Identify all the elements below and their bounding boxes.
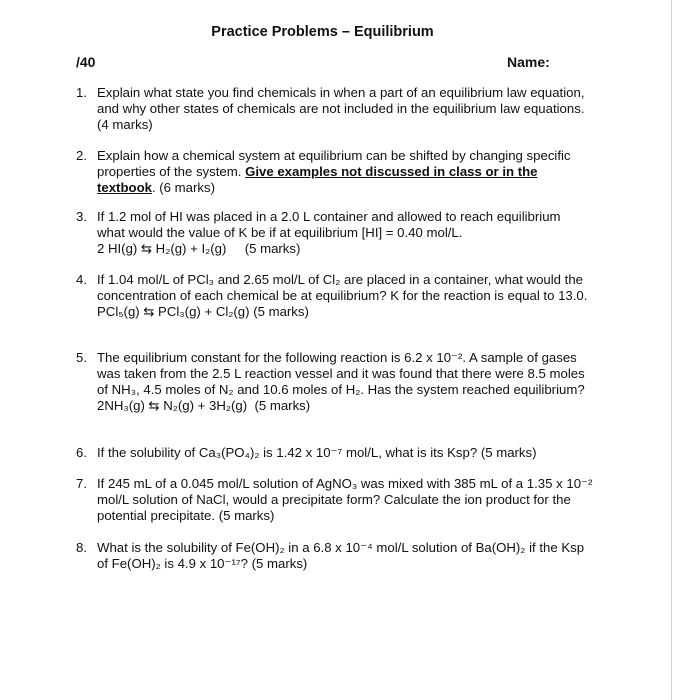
page-title: Practice Problems – Equilibrium <box>211 24 434 40</box>
chemical-equation: PCl₅(g) ⇆ PCl₃(g) + Cl₂(g) (5 marks) <box>97 304 309 319</box>
question-8 <box>76 540 596 572</box>
question-7 <box>76 476 596 524</box>
question-2 <box>76 148 596 196</box>
question-number: 4. <box>76 272 87 287</box>
question-text: If 245 mL of a 0.045 mol/L solution of AgNO₃ was mixed with 385 mL of a 1.35 x 10⁻² mol/L solution of NaCl, would a precipitate form? Calculate the ion product for the potential precipitate. (5 marks) <box>97 476 593 523</box>
name-label: Name: <box>507 54 550 70</box>
emphasis-text: textbook <box>97 180 152 195</box>
question-5 <box>76 350 596 414</box>
question-number: 2. <box>76 148 87 163</box>
question-text: If 1.2 mol of HI was placed in a 2.0 L container and allowed to reach equilibrium what would the value of K be if at equilibrium [HI] = 0.40 mol/L. 2 HI(g) ⇆ H₂(g) + I₂(g) (5 marks) <box>97 209 596 257</box>
question-text: The equilibrium constant for the following reaction is 6.2 x 10⁻². A sample of gases was taken from the 2.5 L reaction vessel and it was found that there were 8.5 moles of NH₃, 4.5 moles of N₂ and 10.6 moles of H₂. Has the system reached equilibrium? 2NH₃(g) ⇆ N₂(g) + 3H₂(g) (5 marks) <box>97 350 596 414</box>
total-marks: /40 <box>76 54 96 70</box>
chemical-equation: 2 HI(g) ⇆ H₂(g) + I₂(g) (5 marks) <box>97 241 301 256</box>
question-4 <box>76 272 596 320</box>
chemical-equation: 2NH₃(g) ⇆ N₂(g) + 3H₂(g) (5 marks) <box>97 398 311 413</box>
question-text: If 1.04 mol/L of PCl₃ and 2.65 mol/L of Cl₂ are placed in a container, what would the concentration of each chemical be at equilibrium? K for the reaction is equal to 13.0. PCl₅(g) ⇆ PCl₃(g) + Cl₂(g) (5 marks) <box>97 272 596 320</box>
question-text: What is the solubility of Fe(OH)₂ in a 6.8 x 10⁻⁴ mol/L solution of Ba(OH)₂ if the Ksp of Fe(OH)₂ is 4.9 x 10⁻¹⁷? (5 marks) <box>97 540 585 571</box>
question-1 <box>76 85 596 133</box>
emphasis-text: Give examples not discussed in class or in the <box>245 164 538 179</box>
question-6 <box>76 445 596 461</box>
question-number: 1. <box>76 85 87 100</box>
question-number: 6. <box>76 445 87 460</box>
question-number: 3. <box>76 209 87 224</box>
question-text: Explain what state you find chemicals in when a part of an equilibrium law equation, and why other states of chemicals are not included in the equilibrium law equations. (4 marks) <box>97 85 585 132</box>
question-number: 7. <box>76 476 87 491</box>
question-text: If the solubility of Ca₃(PO₄)₂ is 1.42 x 10⁻⁷ mol/L, what is its Ksp? (5 marks) <box>97 445 537 460</box>
question-number: 5. <box>76 350 87 365</box>
page-edge <box>671 0 685 700</box>
question-text: Explain how a chemical system at equilibrium can be shifted by changing specific properties of the system. Give examples not discussed in class or in the textbook. (6 marks) <box>97 148 571 195</box>
question-3 <box>76 209 596 257</box>
question-number: 8. <box>76 540 87 555</box>
